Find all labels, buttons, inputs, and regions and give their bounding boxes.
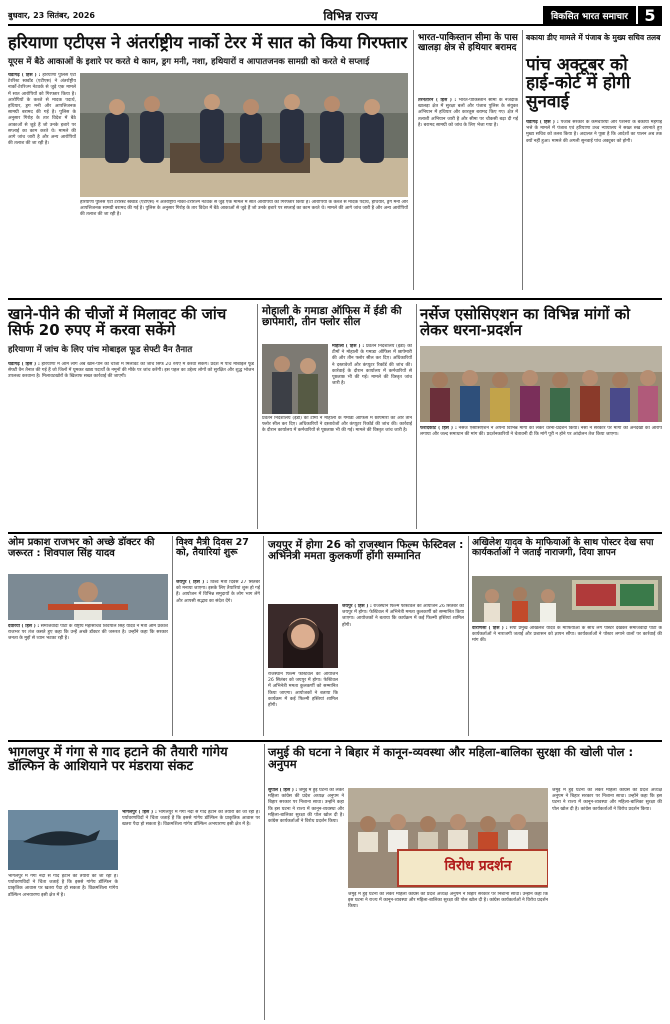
- story4-subhead: हरियाणा में जांच के लिए पांच मोबाइल फूड सेफ्टी वैन तैनात: [8, 345, 193, 355]
- story1-body-cont: [80, 200, 408, 280]
- masthead: [8, 6, 662, 26]
- story4-dateline: चंडीगढ़ ( हिस ) :: [8, 362, 40, 367]
- story7-dateline: देवरिया ( हिस ) :: [8, 624, 40, 629]
- sp-workers-photo: [472, 576, 662, 622]
- story5-body-text: प्रवर्तन निदेशालय (ईडी) की टीमों ने मोहाली के गमाडा ऑफिस में छापेमारी की और तीन फ्लोर सील कर दिए। अधिकारियों ने दस्तावेजों और कंप्यूटर रिकॉर्ड की जांच की। कार्रवाई के दौरान कार्यालय में कर्मचारियों से पूछताछ भी की गई। मामले की विस्तृत जांच जारी है।: [332, 344, 412, 387]
- story10-photo: [472, 576, 662, 622]
- section-divider: [8, 740, 662, 742]
- story12-dateline: सुपौल ( हिस ) :: [268, 788, 298, 793]
- column-rule: [416, 304, 417, 529]
- story11-body-text: भागलपुर में गंगा नदी से गाद हटाने की तैयारी की जा रही है। पर्यावरणविदों ने चिंता जताई है कि इससे गांगेय डॉल्फिन के प्राकृतिक आवास पर खतरा पैदा हो सकता है। विक्रमशिला गांगेय डॉल्फिन अभयारण्य इसी क्षेत्र में है।: [122, 810, 260, 828]
- story5-body: [332, 344, 412, 414]
- section-divider: [8, 298, 662, 300]
- story12-body-repeat-2: जमुई में हुई घटना को लेकर महिला कांग्रेस की प्रदेश अध्यक्ष अनुपम ने बिहार सरकार पर निशाना साधा। उन्होंने कहा कि इस घटना ने राज्य में कानून-व्यवस्था और महिला-बालिका सुरक्षा की पोल खोल दी है। कांग्रेस कार्यकर्ताओं ने विरोध प्रदर्शन किया।: [348, 892, 548, 910]
- story3-kicker: बकाया डीए मामले में पंजाब के मुख्य सचिव तलब: [526, 33, 661, 42]
- story12-headline: जमुई की घटना ने बिहार में कानून-व्यवस्था और महिला-बालिका सुरक्षा की खोली पोल : अनुपम: [268, 745, 634, 772]
- story12-body-cont: [348, 892, 548, 1018]
- story9-headline: जयपुर में होगा 26 को राजस्थान फिल्म फेस्टिवल : अभिनेत्री ममता कुलकर्णी होंगी सम्मानित: [268, 539, 464, 563]
- story5-headline: मोहाली के गमाडा ऑफिस में ईडी की छापेमारी, तीन फ्लोर सील: [262, 305, 402, 329]
- story12-body-text: जमुई में हुई घटना को लेकर महिला कांग्रेस की प्रदेश अध्यक्ष अनुपम ने बिहार सरकार पर निशाना साधा। उन्होंने कहा कि इस घटना ने राज्य में कानून-व्यवस्था और महिला-बालिका सुरक्षा की पोल खोल दी है। कांग्रेस कार्यकर्ताओं ने विरोध प्रदर्शन किया।: [268, 788, 344, 825]
- story6-dateline: फरीदकोट ( हिस ) :: [420, 426, 457, 431]
- issue-date: बुधवार, 23 सितंबर, 2026: [8, 10, 95, 20]
- story8-dateline: जयपुर ( हिस ) :: [176, 580, 209, 585]
- story5-body-cont: [262, 416, 412, 526]
- nurses-protest-photo: [420, 346, 662, 422]
- story5-dateline: मोहाली ( हिस ) :: [332, 344, 365, 349]
- protest-banner-text: विरोध प्रदर्शन: [444, 858, 512, 874]
- story12-photo: [348, 788, 548, 888]
- story9-body: [342, 604, 464, 734]
- dolphin-photo: [8, 810, 118, 870]
- story11-dateline: भागलपुर ( हिस ) :: [122, 810, 157, 815]
- page-number: 5: [638, 6, 662, 25]
- actress-portrait: [268, 604, 338, 668]
- story7-photo: [8, 574, 168, 620]
- story2-body-text: भारत-पाकिस्तान सीमा के नजदीक खालड़ा क्षेत्र में सुरक्षा बलों और पंजाब पुलिस के संयुक्त अभियान में हथियार और कारतूस बरामद किए गए। क्षेत्र में तलाशी अभियान जारी है और सीमा पर चौकसी बढ़ा दी गई है। बरामद सामग्री को जांच के लिए भेजा गया है।: [418, 98, 518, 128]
- column-rule: [172, 536, 173, 736]
- story6-headline: नर्सेज एसोसिएशन का विभिन्न मांगों को लेकर धरना-प्रदर्शन: [420, 305, 631, 340]
- column-rule: [263, 536, 264, 736]
- story1-subhead: यूएस में बैठे आकाओं के इशारे पर करते थे काम, ड्रग मनी, नशा, हथियारों व आपातजनक सामग्री को करते थे सप्लाई: [8, 57, 370, 67]
- story11-body-cont: [8, 874, 118, 1018]
- story1-dateline: चंडीगढ़ ( हिस ) :: [8, 73, 41, 78]
- story4-headline: खाने-पीने की चीजों में मिलावट की जांच सिर्फ 20 रुपए में करवा सकेंगे: [8, 305, 227, 340]
- story5-photo: [262, 344, 328, 414]
- story4-body-text: हरियाणा में आम लोग अब खाने-पीने की चीजों में मिलावट की जांच सिर्फ 20 रुपए में करवा सकेंगे। प्रदेश में पांच मोबाइल फूड सेफ्टी वैन तैनात की गई हैं जो जिलों में घूमकर खाद्य पदार्थों के नमूनों की मौके पर जांच करेंगी। इस पहल का उद्देश्य लोगों को सुरक्षित और शुद्ध भोजन उपलब्ध करवाना है। मिलावटखोरों के खिलाफ सख्त कार्रवाई की जाएगी।: [8, 362, 254, 380]
- story10-headline: अखिलेश यादव के माफियाओं के साथ पोस्टर देख सपा कार्यकर्ताओं ने जताई नाराजगी, दिया ज्ञापन: [472, 537, 654, 558]
- story3-dateline: चंडीगढ़ ( हिस ) :: [526, 120, 559, 125]
- column-rule: [468, 536, 469, 736]
- story7-body-text: समाजवादी पार्टी के राष्ट्रीय महासचिव शिवपाल सिंह यादव ने मंत्री ओम प्रकाश राजभर पर तंज कसते हुए कहा कि उन्हें अच्छे डॉक्टर की जरूरत है। उन्होंने कहा कि सरकार जनता के मुद्दों से ध्यान भटका रही है।: [8, 624, 168, 642]
- police-group-photo: [80, 73, 408, 197]
- story1-photo: [80, 73, 408, 197]
- story9-body-repeat: राजस्थान फिल्म फेस्टिवल का आयोजन 26 सितंबर को जयपुर में होगा। फेस्टिवल में अभिनेत्री ममता कुलकर्णी को सम्मानित किया जाएगा। आयोजकों ने बताया कि कार्यक्रम में कई फिल्मी हस्तियां शामिल होंगी।: [268, 672, 338, 709]
- story10-body: [472, 626, 662, 734]
- story1-headline: हरियाणा एटीएस ने अंतर्राष्ट्रीय नार्को टेरर में सात को किया गिरफ्तार: [8, 33, 408, 52]
- story6-photo: [420, 346, 662, 422]
- column-rule: [413, 30, 414, 290]
- story11-photo: [8, 810, 118, 870]
- story10-body-text: सपा प्रमुख अखिलेश यादव के माफियाओं के साथ लगे पोस्टर देखकर समाजवादी पार्टी के कार्यकर्ताओं ने नाराजगी जताई और प्रशासन को ज्ञापन सौंपा। कार्यकर्ताओं ने पोस्टर लगाने वालों पर कार्रवाई की मांग की।: [472, 626, 662, 644]
- story8-body-text: विश्व मैत्री दिवस 27 सितंबर को मनाया जाएगा। इसके लिए तैयारियां शुरू हो गई हैं। आयोजन में विभिन्न समुदायों के लोग भाग लेंगे और आपसी सद्भाव का संदेश देंगे।: [176, 580, 260, 604]
- story3-body: [526, 120, 662, 290]
- story2-dateline: तरनतारन ( हिस ) :: [418, 98, 457, 103]
- story9-photo: [268, 604, 338, 668]
- story2-headline: भारत-पाकिस्तान सीमा के पास खालड़ा क्षेत्र से हथियार बरामद: [418, 33, 518, 53]
- story12-body-col3: [552, 788, 662, 1018]
- story11-headline: भागलपुर में गंगा से गाद हटाने की तैयारी गांगेय डॉल्फिन के आशियाने पर मंडराया संकट: [8, 745, 228, 775]
- column-rule: [257, 304, 258, 529]
- story8-body: [176, 580, 260, 734]
- story9-dateline: जयपुर ( हिस ) :: [342, 604, 372, 609]
- story1-body: हरियाणा पुलिस एंटी टेररिस्ट स्क्वॉड (एटीएस) ने अंतर्राष्ट्रीय नार्को-टेररिज्म नेटवर्क से जुड़े एक मामले में सात आरोपियों को गिरफ्तार किया है। आरोपियों के कब्जे से मादक पदार्थ, हथियार, ड्रग मनी और आपत्तिजनक सामग्री बरामद की गई है। पुलिस के अनुसार गिरोह के तार विदेश में बैठे आकाओं से जुड़े हैं जो उनके इशारे पर सप्लाई का काम करते थे। मामले की आगे जांच जारी है और अन्य आरोपियों की तलाश की जा रही है।: [8, 73, 76, 147]
- story4-body: [8, 362, 254, 524]
- column-rule: [264, 744, 265, 1020]
- story11-body-repeat: भागलपुर में गंगा नदी से गाद हटाने की तैयारी की जा रही है। पर्यावरणविदों ने चिंता जताई है कि इससे गांगेय डॉल्फिन के प्राकृतिक आवास पर खतरा पैदा हो सकता है। विक्रमशिला गांगेय डॉल्फिन अभयारण्य इसी क्षेत्र में है।: [8, 874, 118, 898]
- story3-headline: पांच अक्टूबर को हाई-कोर्ट में होगी सुनवाई: [526, 55, 631, 112]
- story6-body-text: नर्सेज एसोसिएशन ने अपनी विभिन्न मांगों को लेकर धरना-प्रदर्शन किया। नर्सों ने सरकार पर मांगों की अनदेखी का आरोप लगाया और जल्द समाधान की मांग की। प्रदर्शनकारियों ने चेतावनी दी कि मांगें पूरी न होने पर आंदोलन तेज किया जाएगा।: [420, 426, 662, 438]
- story1-body-repeat: हरियाणा पुलिस एंटी टेररिस्ट स्क्वॉड (एटीएस) ने अंतर्राष्ट्रीय नार्को-टेररिज्म नेटवर्क से जुड़े एक मामले में सात आरोपियों को गिरफ्तार किया है। आरोपियों के कब्जे से मादक पदार्थ, हथियार, ड्रग मनी और आपत्तिजनक सामग्री बरामद की गई है। पुलिस के अनुसार गिरोह के तार विदेश में बैठे आकाओं से जुड़े हैं जो उनके इशारे पर सप्लाई का काम करते थे। मामले की आगे जांच जारी है और अन्य आरोपियों की तलाश की जा रही है।: [80, 200, 408, 218]
- story2-body: [418, 98, 518, 288]
- story5-body-repeat: प्रवर्तन निदेशालय (ईडी) की टीमों ने मोहाली के गमाडा ऑफिस में छापेमारी की और तीन फ्लोर सील कर दिए। अधिकारियों ने दस्तावेजों और कंप्यूटर रिकॉर्ड की जांच की। कार्रवाई के दौरान कार्यालय में कर्मचारियों से पूछताछ भी की गई। मामले की विस्तृत जांच जारी है।: [262, 416, 412, 434]
- story7-body: [8, 624, 168, 734]
- story3-body-text: पंजाब सरकार के कर्मचारियों और पेंशनरों के बकाया महंगाई भत्ते के मामले में पंजाब एवं हरियाणा उच्च न्यायालय ने सख्त रुख अपनाते हुए मुख्य सचिव को तलब किया है। अदालत ने पूछा है कि आदेशों का पालन अब तक क्यों नहीं हुआ। मामले की अगली सुनवाई पांच अक्टूबर को होगी।: [526, 120, 662, 144]
- politician-photo: [8, 574, 168, 620]
- story11-body: [122, 810, 260, 1018]
- story12-body: [268, 788, 344, 1018]
- column-rule: [522, 30, 523, 290]
- story6-body: [420, 426, 662, 526]
- paper-name: विकसित भारत समाचार: [543, 6, 636, 25]
- story9-body-cont: [268, 672, 338, 734]
- story9-body-text: राजस्थान फिल्म फेस्टिवल का आयोजन 26 सितंबर को जयपुर में होगा। फेस्टिवल में अभिनेत्री ममता कुलकर्णी को सम्मानित किया जाएगा। आयोजकों ने बताया कि कार्यक्रम में कई फिल्मी हस्तियां शामिल होंगी।: [342, 604, 464, 628]
- story1-body-col1: [8, 73, 76, 281]
- section-title: विभिन्न राज्य: [323, 8, 378, 23]
- story7-headline: ओम प्रकाश राजभर को अच्छे डॉक्टर की जरूरत : शिवपाल सिंह यादव: [8, 537, 155, 559]
- story8-headline: विश्व मैत्री दिवस 27 को, तैयारियां शुरू: [176, 537, 249, 559]
- section-divider: [8, 532, 662, 534]
- ed-raid-photo: [262, 344, 328, 414]
- story12-body-repeat: जमुई में हुई घटना को लेकर महिला कांग्रेस की प्रदेश अध्यक्ष अनुपम ने बिहार सरकार पर निशाना साधा। उन्होंने कहा कि इस घटना ने राज्य में कानून-व्यवस्था और महिला-बालिका सुरक्षा की पोल खोल दी है। कांग्रेस कार्यकर्ताओं ने विरोध प्रदर्शन किया।: [552, 788, 662, 812]
- story10-dateline: वाराणसी ( हिस ) :: [472, 626, 508, 631]
